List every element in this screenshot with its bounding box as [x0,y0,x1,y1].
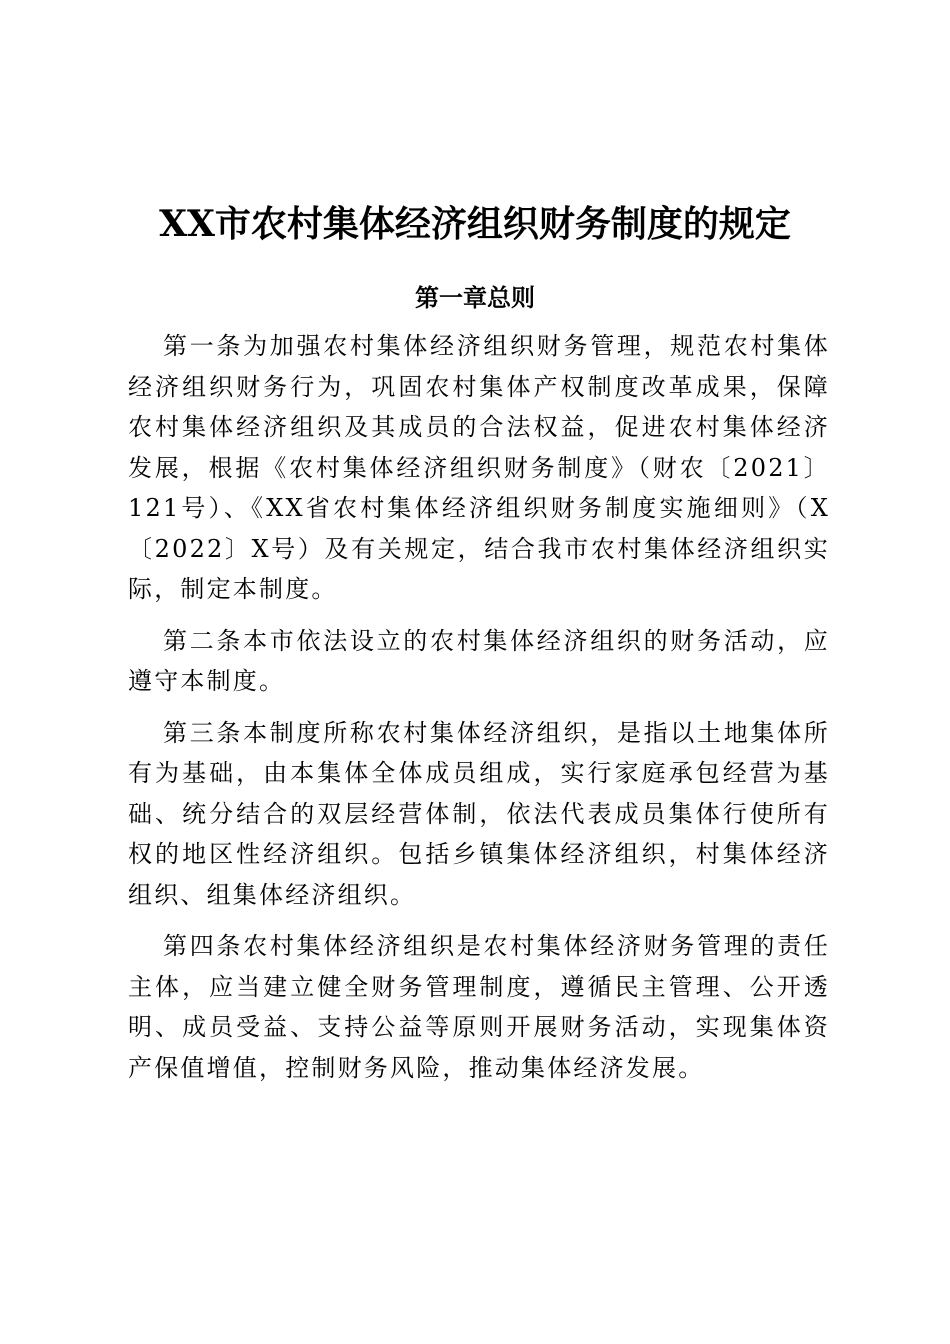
article-2-paragraph: 第二条本市依法设立的农村集体经济组织的财务活动，应遵守本制度。 [128,626,830,695]
article-4-paragraph: 第四条农村集体经济组织是农村集体经济财务管理的责任主体，应当建立健全财务管理制度，遵循民主管理、公开透明、成员受益、支持公益等原则开展财务活动，实现集体资产保值增值，控制财务风险，推动集体经济发展。 [128,932,830,1082]
article-1-paragraph: 第一条为加强农村集体经济组织财务管理，规范农村集体经济组织财务行为，巩固农村集体产权制度改革成果，保障农村集体经济组织及其成员的合法权益，促进农村集体经济发展，根据《农村集体经济组织财务制度》（财农〔2021〕121号）、《XX省农村集体经济组织财务制度实施细则》（X〔2022〕X号）及有关规定，结合我市农村集体经济组织实际，制定本制度。 [128,332,830,603]
document-body [128,326,830,1099]
article-3-paragraph: 第三条本制度所称农村集体经济组织，是指以土地集体所有为基础，由本集体全体成员组成，实行家庭承包经营为基础、统分结合的双层经营体制，依法代表成员集体行使所有权的地区性经济组织。包括乡镇集体经济组织，村集体经济组织、组集体经济组织。 [128,718,830,909]
document-title: XX市农村集体经济组织财务制度的规定 [159,203,791,245]
chapter-heading: 第一章总则 [415,284,535,312]
